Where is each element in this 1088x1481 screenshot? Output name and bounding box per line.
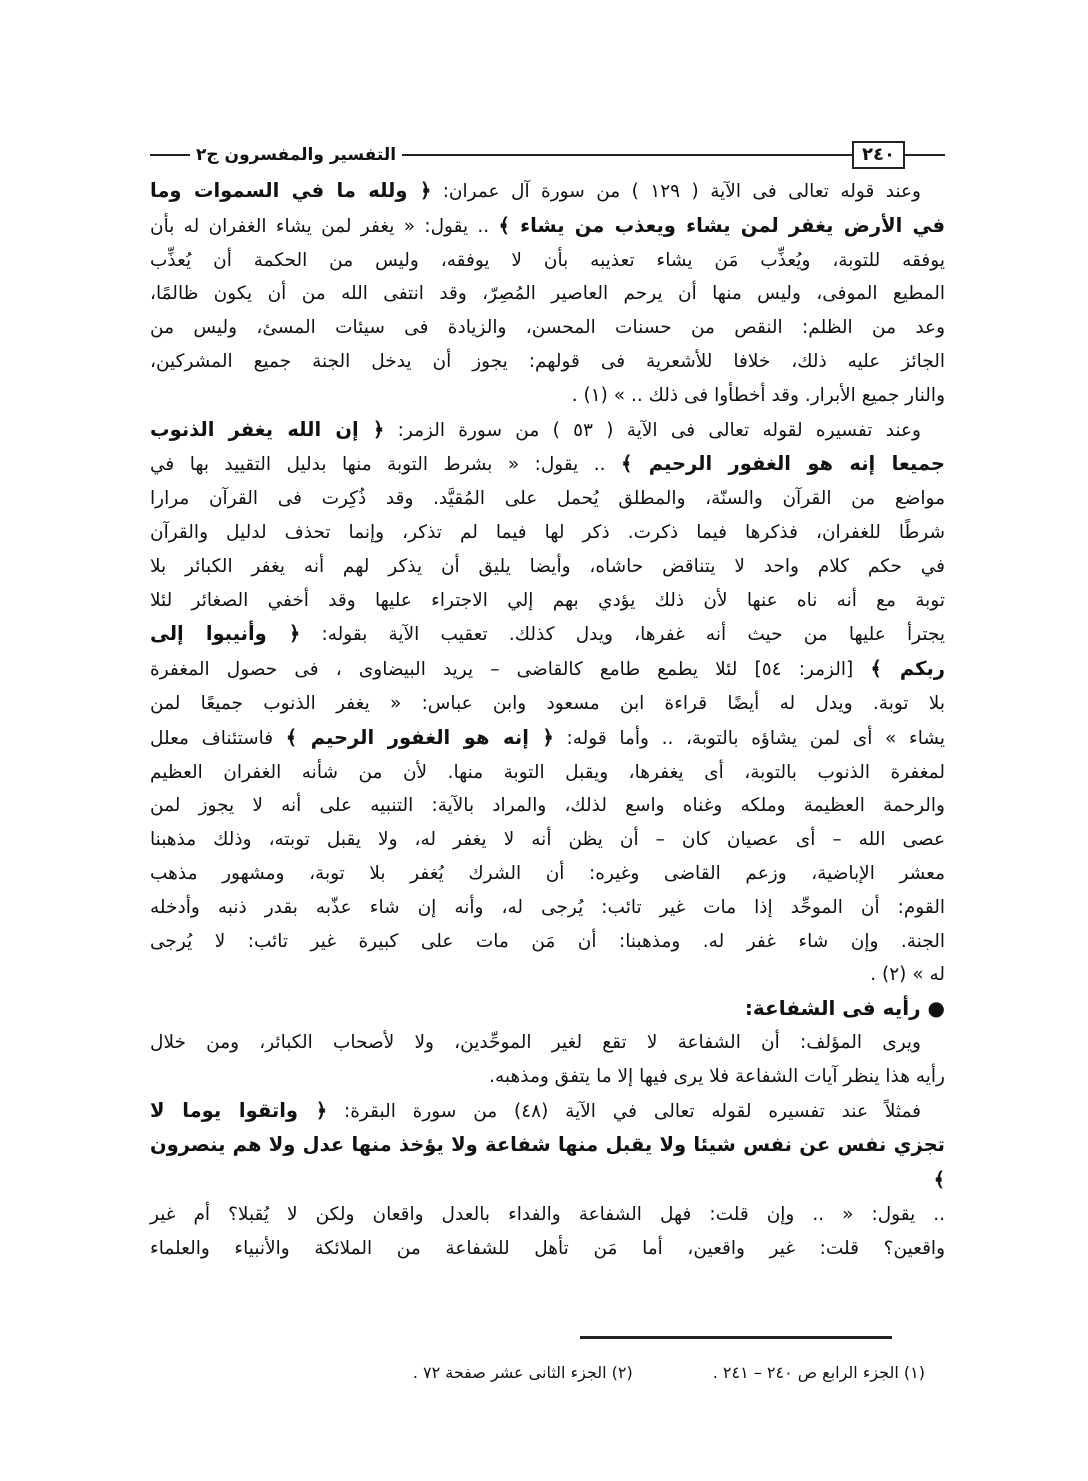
quran-verse: ﴿ ولله ما في السموات وما — [150, 179, 432, 202]
page-body — [150, 174, 945, 1266]
text-segment: فمثلاً عند تفسيره لقوله تعالى في الآية (٤٨) من سورة البقرة: — [327, 1100, 921, 1122]
text-line — [150, 652, 945, 687]
quran-verse: جميعا إنه هو الغفور الرحيم ﴾ — [620, 452, 945, 476]
footnote-2: (٢) الجزء الثانى عشر صفحة ٧٢ . — [412, 1362, 633, 1382]
header-rule — [402, 154, 852, 156]
text-segment: وعند تفسيره لقوله تعالى فى الآية ( ٥٣ ) من سورة الزمر: — [384, 419, 921, 441]
text-line — [150, 687, 945, 721]
text-line — [150, 379, 945, 413]
text-line — [150, 1198, 945, 1232]
text-segment: عصى الله – أى عصيان كان – أن يظن أنه لا يغفر له، ولا يقبل توبته، وذلك مذهبنا — [150, 829, 945, 851]
text-line — [150, 857, 945, 891]
text-segment: الجنة. وإن شاء غفر له. ومذهبنا: أن مَن مات على كبيرة غير تائب: لا يُرجى — [150, 930, 945, 952]
text-segment: يوفقه للتوبة، ويُعذِّب مَن يشاء تعذيبه بأن لا يوفقه، وليس من الحكمة أن يُعذِّب — [150, 249, 945, 271]
text-segment: مواضع من القرآن والسنّة، والمطلق يُحمل على المُقيَّد. وقد ذُكِرت فى القرآن مرارا — [150, 488, 945, 510]
text-segment: معشر الإباضية، وزعم القاضى وغيره: أن الشرك يُغفر بلا توبة، ومشهور مذهب — [150, 862, 945, 884]
text-segment: لمغفرة الذنوب بالتوبة، أى يغفرها، ويقبل التوبة منها. لأن من شأنه الغفران العظيم — [150, 761, 945, 783]
text-segment: ● رأيه فى الشفاعة: — [744, 996, 945, 1021]
text-segment: .. يقول: « يغفر لمن يشاء الغفران له بأن — [150, 215, 499, 237]
text-line — [150, 174, 945, 209]
text-segment: بلا توبة. ويدل له أيضًا قراءة ابن مسعود وابن عباس: « يغفر الذنوب جميعًا لمن — [150, 692, 945, 714]
text-line — [150, 1128, 945, 1198]
text-line — [150, 958, 945, 992]
quran-verse: في الأرض يغفر لمن يشاء ويعذب من يشاء ﴾ — [498, 213, 945, 237]
text-line — [150, 823, 945, 857]
text-line — [150, 1060, 945, 1094]
quran-verse: ﴿ إن الله يغفر الذنوب — [150, 417, 385, 441]
text-line — [150, 789, 945, 823]
text-line — [150, 550, 945, 584]
text-line — [150, 925, 945, 959]
text-segment: يشاء » أى لمن يشاؤه بالتوبة، .. وأما قوله: — [553, 727, 945, 749]
text-segment: .. يقول: « .. وإن قلت: فهل الشفاعة والفداء بالعدل واقعان ولكن لا يُقبلا؟ أم غير — [150, 1203, 945, 1225]
text-segment: القوم: أن الموحِّد إذا مات غير تائب: يُرجى له، وأنه إن شاء عذّبه بقدر ذنبه وأدخله — [150, 896, 945, 918]
footnote-block — [150, 1336, 945, 1385]
text-segment: وعند قوله تعالى فى الآية ( ١٢٩ ) من سورة آل عمران: — [431, 181, 921, 202]
text-segment: والنار جميع الأبرار. وقد أخطأوا فى ذلك .. » (١) . — [571, 384, 945, 406]
text-segment: يجترأ عليها من حيث أنه غفرها، ويدل كذلك. تعقيب الآية بقوله: — [300, 624, 945, 646]
text-line — [150, 1094, 945, 1129]
text-line — [150, 311, 945, 345]
text-line — [150, 1232, 945, 1266]
text-segment: [الزمر: ٥٤] لئلا يطمع طامع كالقاضى – يريد البيضاوى ، فى حصول المغفرة — [150, 659, 871, 681]
text-segment: .. يقول: « بشرط التوبة منها بدليل التقييد بها في — [150, 454, 621, 476]
text-segment: رأيه هذا ينظر آيات الشفاعة فلا يرى فيها إلا ما يتفق ومذهبه. — [489, 1065, 945, 1087]
text-line — [150, 891, 945, 925]
running-header — [150, 140, 945, 170]
text-line — [150, 756, 945, 790]
footnote-rule — [580, 1336, 892, 1339]
text-line — [150, 617, 945, 652]
text-line — [150, 1026, 945, 1060]
text-segment: توبة مع أنه ناه عنها لأن ذلك يؤدي بهم إلي الاجتراء عليها وقد أخفي الصغائر لئلا — [150, 589, 945, 611]
page — [150, 0, 945, 1385]
text-line — [150, 244, 945, 278]
quran-verse: ربكم ﴾ — [870, 657, 945, 681]
header-rule — [905, 154, 945, 156]
quran-verse: ﴿ واتقوا يوما لا — [150, 1098, 328, 1122]
running-title: التفسير والمفسرون ج٢ — [196, 145, 397, 165]
section-heading — [150, 992, 945, 1026]
text-segment: فاستئناف معلل — [150, 727, 286, 749]
footnote-1: (١) الجزء الرابع ص ٢٤٠ – ٢٤١ . — [712, 1362, 925, 1382]
text-segment: والرحمة العظيمة وملكه وغناه واسع لذلك، والمراد بالآية: التنبيه على أنه لا يجوز لمن — [150, 795, 945, 817]
quran-verse: ﴿ وأنيبوا إلى — [150, 622, 301, 646]
text-segment: الجائز عليه ذلك، خلافا للأشعرية فى قولهم: يجوز أن يدخل الجنة جميع المشركين، — [150, 350, 945, 372]
footnotes — [150, 1361, 945, 1385]
header-rule — [150, 154, 190, 156]
text-line — [150, 277, 945, 311]
text-line — [150, 721, 945, 756]
text-line — [150, 482, 945, 516]
quran-verse: ﴿ إنه هو الغفور الرحيم ﴾ — [285, 725, 554, 749]
text-line — [150, 209, 945, 244]
text-line — [150, 447, 945, 482]
text-line — [150, 516, 945, 550]
text-segment: له » (٢) . — [870, 964, 945, 986]
text-line — [150, 584, 945, 618]
quran-verse: تجزي نفس عن نفس شيئا ولا يقبل منها شفاعة ولا يؤخذ منها عدل ولا هم ينصرون ﴾ — [150, 1133, 945, 1192]
text-segment: ويرى المؤلف: أن الشفاعة لا تقع لغير الموحِّدين، ولا لأصحاب الكبائر، ومن خلال — [150, 1031, 921, 1053]
text-segment: شرطًا للغفران، فذكرها فيما ذكرت. ذكر لها فيما لم تذكر، وإنما تحذف لدليل والقرآن — [150, 521, 945, 543]
text-line — [150, 413, 945, 448]
text-segment: واقعين؟ قلت: غير واقعين، أما مَن تأهل للشفاعة من الملائكة والأنبياء والعلماء — [150, 1237, 945, 1259]
text-segment: المطيع الموفى، وليس منها أن يرحم العاصير المُصِرّ، وقد انتفى الله من أن يكون ظالمًا، — [150, 283, 945, 305]
text-segment: في حكم كلام واحد لا يتناقض حاشاه، وأيضا يليق أن يذكر لهم أنه يغفر الكبائر بلا — [150, 555, 945, 577]
text-segment: وعد من الظلم: النقص من حسنات المحسن، والزيادة فى سيئات المسئ، وليس من — [150, 317, 945, 339]
text-line — [150, 345, 945, 379]
page-number: ٢٤٠ — [852, 141, 905, 169]
